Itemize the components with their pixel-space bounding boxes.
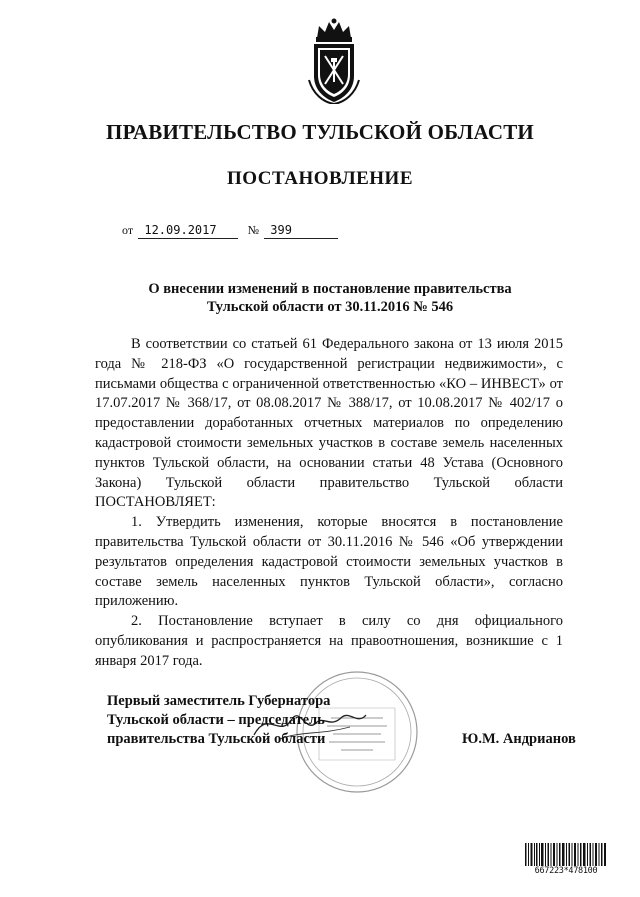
preamble-paragraph: В соответствии со статьей 61 Федерального закона от 13 июля 2015 года № 218-ФЗ «О государственной регистрации недвижимости», с письмами общества с ограниченной ответственностью «КО – ИНВЕСТ» от 17.07.2017 № 368/17, от 08.08.2017 № 388/17, от 10.08.2017 № 402/17 о предоставлении доработанных отчетных материалов по определению кадастровой стоимости земельных участков в составе земель населенных пунктов Тульской области, на основании статьи 48 Устава (Основного Закона) Тульской области правительство Тульской области ПОСТАНОВЛЯЕТ: <box>95 336 563 511</box>
signer-name: Ю.М. Андрианов <box>462 731 576 747</box>
document-body <box>95 335 563 672</box>
signer-position-line-1: Первый заместитель Губернатора <box>107 693 331 709</box>
signer-position-line-2: Тульской области – председатель <box>107 712 325 728</box>
item-1-paragraph: 1. Утвердить изменения, которые вносятся в постановление правительства Тульской области от 30.11.2016 № 546 «Об утверждении результатов определения кадастровой стоимости земельных участков в составе земель населенных пунктов Тульской области», согласно приложению. <box>95 514 563 610</box>
number-label: № <box>247 223 260 237</box>
registration-line <box>122 222 344 239</box>
barcode-number: 667223*478100 <box>525 866 607 876</box>
subject-line-2: Тульской области от 30.11.2016 № 546 <box>206 299 454 315</box>
item-2-paragraph: 2. Постановление вступает в силу со дня официального опубликования и распространяется на правоотношения, возникшие с 1 января 2017 года. <box>95 613 563 669</box>
signer-position <box>107 692 330 749</box>
document-subject <box>100 280 560 316</box>
signer-position-line-3: правительства Тульской области <box>107 731 326 747</box>
date-label: от <box>122 223 134 237</box>
tula-region-coat-of-arms-icon <box>305 18 363 104</box>
subject-line-1: О внесении изменений в постановление правительства <box>148 281 512 297</box>
document-number: 399 <box>264 223 338 239</box>
government-title: ПРАВИТЕЛЬСТВО ТУЛЬСКОЙ ОБЛАСТИ <box>106 120 534 144</box>
document-date: 12.09.2017 <box>138 223 238 239</box>
document-type: ПОСТАНОВЛЕНИЕ <box>226 168 414 189</box>
